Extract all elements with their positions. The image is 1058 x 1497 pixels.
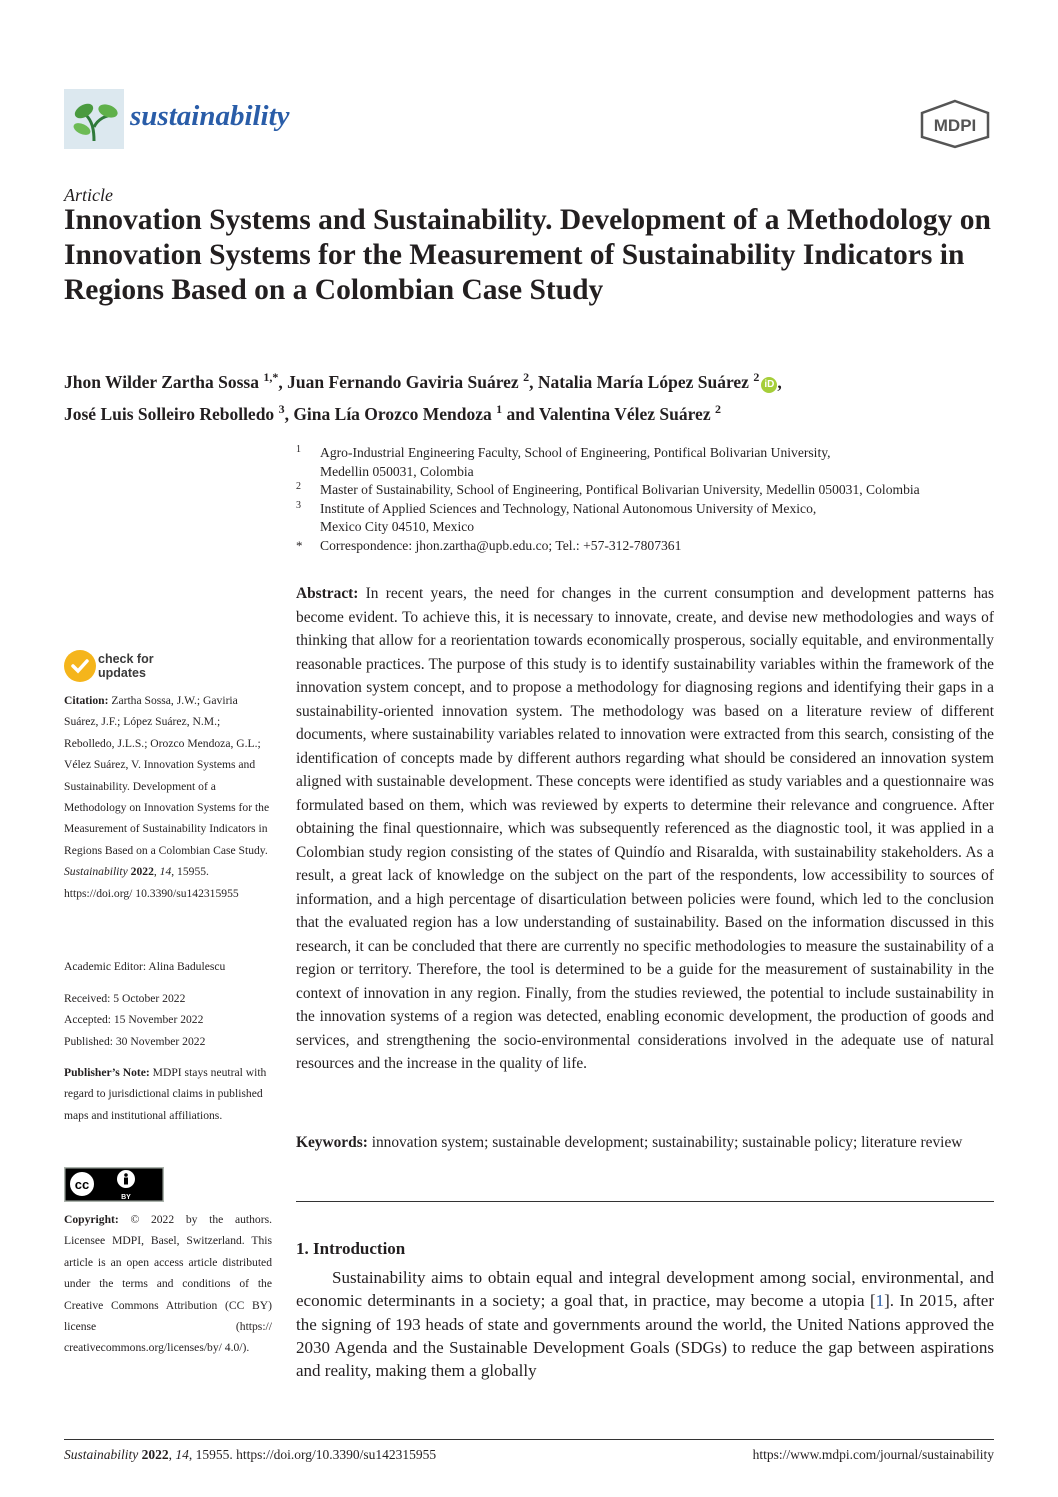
footer-citation: Sustainability 2022, 14, 15955. https://doi.org/10.3390/su142315955	[64, 1447, 437, 1462]
citation-journal: Sustainability	[64, 865, 128, 879]
journal-leaf-logo	[64, 89, 124, 149]
author-separator: ,	[278, 371, 288, 392]
author-name[interactable]: Juan Fernando Gaviria Suárez	[287, 371, 519, 392]
article-type: Article	[64, 185, 113, 205]
affiliation-marker: 2	[296, 481, 301, 492]
received-date: Received: 5 October 2022	[64, 992, 186, 1005]
intro-text: Sustainability aims to obtain equal and integral development among social, environmental, and economic determinants in a society; a goal that, in practice, may become a utopia [	[296, 1268, 994, 1311]
check-updates-line: updates	[98, 665, 146, 680]
copyright-notice	[64, 1209, 272, 1359]
author-separator: ,	[777, 371, 782, 392]
article-title: Innovation Systems and Sustainability. Development of a Methodology on Innovation Systems for the Measurement of Sustainability Indicators in Regions Based on a Colombian Case Study	[64, 204, 991, 306]
cc-icon: cc	[74, 1177, 90, 1192]
publishers-note-label: Publisher’s Note:	[64, 1066, 150, 1079]
intro-text: ]. In 2015, after the signing of 193 heads of state and governments around the world, the United Nations approved the 2030 Agenda and the Sustainable Development Goals (SDGs) to reduce the gap between aspirations and reality, making them a globally	[296, 1291, 994, 1381]
check-icon	[64, 650, 96, 682]
abstract-text: In recent years, the need for changes in the current consumption and development patterns has become evident. To achieve this, it is necessary to innovate, create, and devise new methodologies and ways of thinking that allow for a reorientation towards economically prosperous, socially equitable, and environmentally reasonable practices. The purpose of this study is to identify sustainability variables within the framework of the innovation system concept, and to propose a methodology for diagnosing regions and identifying their gaps in a sustainability-oriented innovation system. The methodology was based on a literature review of different documents, where sustainability variables related to innovation were extracted from this search, consisting of the identification of concepts made by different authors regarding what should be considered an innovation system aligned with sustainable development. These concepts were identified as study variables and a questionnaire was formulated based on them, which was reviewed by experts to determine their relevance and congruence. After obtaining the final questionnaire, which was subsequently referenced as the diagnostic tool, it was applied in a Colombian study region consisting of the states of Quindío and Risaralda, with sustainability stakeholders. As a result, a great lack of knowledge on the subject on the part of the respondents, low accessibility to sources of information, and a high percentage of disarticulation between policies were found, which led to the conclusion that the evaluated region has a low understanding of sustainability. Based on the information discussed in this research, it can be concluded that there are currently no specific methodologies to measure the sustainability of a region or territory. Therefore, the tool is determined to be a guide for the measurement of sustainability in the context of innovation in any region. Finally, from the studies reviewed, the potential to include sustainability in the innovation systems of a region was detected, enabling economic development, the production of goods and services, and strengthening the socio-environmental considerations involved in the adequate use of natural resources and the increase in the quality of life.	[296, 585, 994, 1072]
section-heading-introduction: 1. Introduction	[296, 1239, 406, 1258]
footer-divider	[64, 1439, 994, 1440]
citation-year: 2022	[130, 865, 154, 879]
affiliation-line: Mexico City 04510, Mexico	[320, 519, 475, 534]
journal-name[interactable]: sustainability	[130, 100, 290, 132]
dates-block	[64, 988, 272, 1052]
citation-block: Citation: Zartha Sossa, J.W.; Gaviria Suárez, J.F.; López Suárez, N.M.; Rebolledo, J.L.S.; Orozco Mendoza, G.L.; Vélez Suárez, V. Innovation Systems and Sustainability. Development of a Methodology on Innovation Systems for the Measurement of Sustainability Indicators in Regions Based on a Colombian Case Study. Sustainability 2022, 14, 15955. https://doi.org/ 10.3390/su142315955	[64, 694, 270, 900]
publishers-note	[64, 1062, 272, 1126]
abstract-label: Abstract:	[296, 585, 359, 602]
affiliation-marker: 3	[296, 499, 301, 511]
affiliation-line: Medellin 050031, Colombia	[320, 463, 474, 479]
correspondence-item	[296, 537, 1006, 556]
author-affiliation-marker: 1	[496, 401, 503, 416]
copyright-text: © 2022 by the authors. Licensee MDPI, Basel, Switzerland. This article is an open access article distributed under the terms and conditions of the Creative Commons Attribution (CC BY) license (https:// creativecommons.org/licenses/by/ 4.0/).	[64, 1213, 272, 1355]
author-separator: ,	[284, 403, 294, 424]
author-affiliation-marker: 2	[523, 370, 530, 384]
author-name[interactable]: Natalia María López Suárez	[537, 371, 749, 392]
footer-journal: Sustainability	[64, 1447, 139, 1462]
published-date: Published: 30 November 2022	[64, 1034, 206, 1048]
publishers-note-text: MDPI stays neutral with regard to jurisdictional claims in published maps and institutional affiliations.	[64, 1066, 267, 1122]
check-updates-line: check for	[98, 652, 154, 666]
keywords-text: innovation system; sustainable development; sustainability; sustainable policy; literature review	[371, 1134, 963, 1151]
affiliation-item	[296, 481, 1006, 500]
affiliation-marker: 1	[296, 444, 301, 455]
section-divider	[296, 1201, 994, 1202]
by-icon-label: BY	[121, 1194, 131, 1201]
cc-by-license-badge[interactable]	[64, 1167, 164, 1202]
check-for-updates-badge[interactable]	[64, 650, 184, 686]
mdpi-logo-text: MDPI	[933, 116, 977, 135]
accepted-date: Accepted: 15 November 2022	[64, 1013, 204, 1027]
abstract	[296, 582, 994, 1076]
footer-volume: 14	[175, 1447, 189, 1462]
citation-text: Zartha Sossa, J.W.; Gaviria Suárez, J.F.; López Suárez, N.M.; Rebolledo, J.L.S.; Orozco Mendoza, G.L.; Vélez Suárez, V. Innovation Systems and Sustainability. Development of a Methodology on Innovation Systems for the Measurement of Sustainability Indicators in Regions Based on a Colombian Case Study.	[64, 694, 270, 857]
footer-year: 2022	[141, 1447, 169, 1462]
citation-doi[interactable]: , 15955. https://doi.org/ 10.3390/su142315955	[64, 865, 239, 900]
footer-doi[interactable]: , 15955. https://doi.org/10.3390/su142315955	[188, 1447, 437, 1462]
mdpi-logo[interactable]	[918, 99, 992, 149]
affiliation-item	[296, 500, 1006, 537]
author-affiliation-marker: 3	[278, 401, 285, 416]
orcid-icon[interactable]: iD	[761, 377, 777, 393]
affiliation-line: Institute of Applied Sciences and Technology, National Autonomous University of Mexico,	[320, 500, 817, 516]
affiliation-line: Agro-Industrial Engineering Faculty, School of Engineering, Pontifical Bolivarian University,	[320, 445, 831, 460]
copyright-label: Copyright:	[64, 1213, 119, 1226]
affiliation-line: Master of Sustainability, School of Engineering, Pontifical Bolivarian University, Medellin 050031, Colombia	[320, 482, 920, 497]
author-name[interactable]: José Luis Solleiro Rebolledo	[64, 403, 275, 424]
academic-editor: Academic Editor: Alina Badulescu	[64, 960, 226, 973]
author-separator: and	[502, 403, 539, 424]
author-separator: ,	[529, 371, 538, 392]
correspondence-line[interactable]: Correspondence: jhon.zartha@upb.edu.co; Tel.: +57-312-7807361	[320, 537, 682, 553]
keywords	[296, 1131, 994, 1155]
introduction-paragraph	[296, 1266, 994, 1382]
affiliation-list	[296, 444, 1006, 555]
author-affiliation-marker: 1,*	[263, 370, 279, 384]
keywords-label: Keywords:	[296, 1134, 368, 1151]
footer-journal-url[interactable]: https://www.mdpi.com/journal/sustainability	[752, 1447, 994, 1462]
author-list	[64, 364, 1004, 428]
author-affiliation-marker: 2	[714, 401, 721, 416]
affiliation-marker: *	[296, 537, 303, 553]
citation-volume: 14	[159, 865, 172, 879]
affiliation-item	[296, 444, 1006, 481]
author-affiliation-marker: 2	[753, 370, 760, 384]
citation-label: Citation:	[64, 694, 109, 707]
author-name[interactable]: Valentina Vélez Suárez	[538, 403, 711, 424]
author-name[interactable]: Jhon Wilder Zartha Sossa	[64, 371, 259, 392]
author-name[interactable]: Gina Lía Orozco Mendoza	[293, 403, 492, 424]
reference-link[interactable]: 1	[875, 1291, 885, 1311]
